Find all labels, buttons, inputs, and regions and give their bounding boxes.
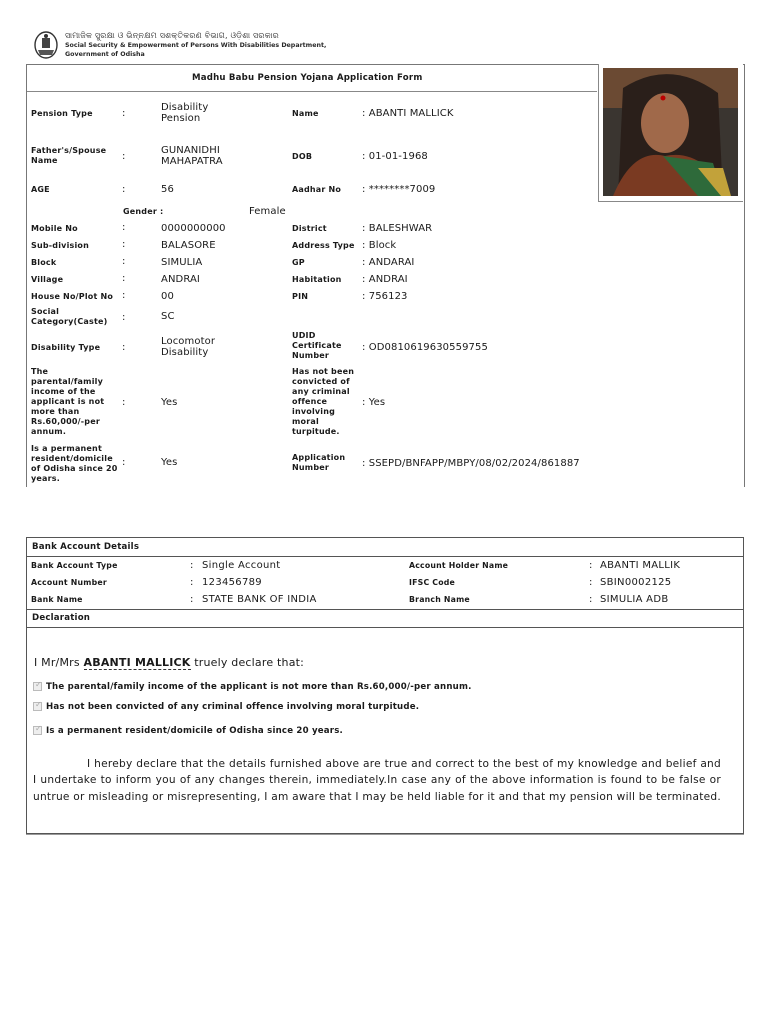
branch-value: SIMULIA ADB [600,594,669,605]
mobile-label: Mobile No [31,224,78,233]
social-category-value: SC [161,311,175,322]
department-name: Social Security & Empowerment of Persons With Disabilities Department, [65,42,327,49]
government-name: Government of Odisha [65,51,145,58]
colon: : [122,273,126,284]
account-number-label: Account Number [31,578,107,587]
dob-value: : 01-01-1968 [362,151,428,162]
district-label: District [292,224,327,233]
colon: : [589,560,593,571]
income-label: The parental/family income of the applicant is not more than Rs.60,000/-per annum. [31,367,105,436]
declaration-prefix: I Mr/Mrs [34,656,80,669]
colon: : [122,397,126,408]
district-value: : BALESHWAR [362,223,433,234]
bottom-rule [26,834,744,835]
holder-name-value: ABANTI MALLIK [600,560,681,571]
house-no-value: 00 [161,291,174,302]
colon: : [122,290,126,301]
colon: : [122,184,126,195]
colon: : [122,256,126,267]
applicant-photo [603,68,738,196]
divider [27,627,743,628]
declaration-intro [34,656,304,669]
colon: : [190,577,194,588]
holder-name-label: Account Holder Name [409,561,509,570]
declarant-name: ABANTI MALLICK [83,656,191,669]
bank-section-heading: Bank Account Details [32,542,140,552]
account-type-value: Single Account [202,560,281,571]
name-value: : ABANTI MALLICK [362,108,454,119]
odisha-emblem-icon [33,30,59,60]
gp-value: : ANDARAI [362,257,415,268]
pension-type-value: Disability Pension [161,102,209,124]
colon: : [190,560,194,571]
convicted-label: Has not been convicted of any criminal offence involving moral turpitude. [292,367,355,436]
aadhar-value: : ********7009 [362,184,436,195]
disability-type-label: Disability Type [31,343,101,352]
gender-value: Female [249,206,286,217]
colon: : [122,239,126,250]
declaration-paragraph: I hereby declare that the details furnished above are true and correct to the best of my knowledge and belief and I undertake to inform you of any changes therein, immediately.In case any of the above information is found to be false or untrue or misleading or misrepresenting, I am aware that I may be held liable for it and that my pension will be terminated. [33,758,721,803]
colon: : [122,342,126,353]
social-category-label: Social Category(Caste) [31,307,108,326]
father-spouse-value: GUNANIDHI MAHAPATRA [161,145,223,167]
block-value: SIMULIA [161,257,203,268]
declaration-item: The parental/family income of the applicant is not more than Rs.60,000/-per annum. [46,682,472,692]
colon: : [589,594,593,605]
account-number-value: 123456789 [202,577,262,588]
mobile-value: 0000000000 [161,223,226,234]
resident-label: Is a permanent resident/domicile of Odisha since 20 years. [31,444,118,483]
colon: : [122,222,126,233]
convicted-value: : Yes [362,397,386,408]
colon: : [122,312,126,323]
age-value: 56 [161,184,174,195]
disability-type-value: Locomotor Disability [161,336,216,358]
gender-label: Gender : [123,207,164,216]
branch-label: Branch Name [409,595,470,604]
application-number-label: Application Number [292,453,346,472]
form-title: Madhu Babu Pension Yojana Application Form [192,73,423,83]
habitation-value: : ANDRAI [362,274,408,285]
subdivision-value: BALASORE [161,240,216,251]
department-name-odia: ସାମାଜିକ ସୁରକ୍ଷା ଓ ଭିନ୍ନକ୍ଷମ ସଶକ୍ତିକରଣ ବିଭାଗ, ଓଡ଼ିଶା ସରକାର [65,31,279,40]
colon: : [589,577,593,588]
pin-label: PIN [292,292,309,301]
ifsc-value: SBIN0002125 [600,577,672,588]
habitation-label: Habitation [292,275,342,284]
income-value: Yes [161,397,178,408]
dob-label: DOB [292,152,313,161]
bank-name-label: Bank Name [31,595,83,604]
block-label: Block [31,258,57,267]
colon: : [122,108,126,119]
colon: : [190,594,194,605]
name-label: Name [292,109,319,118]
resident-value: Yes [161,457,178,468]
ifsc-label: IFSC Code [409,578,456,587]
declaration-item: Is a permanent resident/domicile of Odisha since 20 years. [46,726,344,736]
udid-label: UDID Certificate Number [292,331,342,360]
address-type-label: Address Type [292,241,355,250]
village-value: ANDRAI [161,274,200,285]
village-label: Village [31,275,64,284]
address-type-value: : Block [362,240,397,251]
divider [27,609,743,610]
house-no-label: House No/Plot No [31,292,114,301]
age-label: AGE [31,185,50,194]
account-type-label: Bank Account Type [31,561,118,570]
application-number-value: : SSEPD/BNFAPP/MBPY/08/02/2024/861887 [362,458,580,469]
pin-value: : 756123 [362,291,408,302]
income-declaration-checkbox[interactable] [33,682,42,691]
gp-label: GP [292,258,305,267]
bank-name-value: STATE BANK OF INDIA [202,594,317,605]
colon: : [122,151,126,162]
declaration-suffix: truely declare that: [194,656,305,669]
pension-type-label: Pension Type [31,109,93,118]
udid-value: : OD0810619630559755 [362,342,488,353]
father-spouse-label: Father's/Spouse Name [31,146,107,165]
residence-declaration-checkbox[interactable] [33,726,42,735]
conviction-declaration-checkbox[interactable] [33,702,42,711]
subdivision-label: Sub-division [31,241,90,250]
divider [27,556,743,557]
declaration-item: Has not been convicted of any criminal offence involving moral turpitude. [46,702,420,712]
declaration-heading: Declaration [32,613,91,623]
colon: : [122,457,126,468]
aadhar-label: Aadhar No [292,185,342,194]
